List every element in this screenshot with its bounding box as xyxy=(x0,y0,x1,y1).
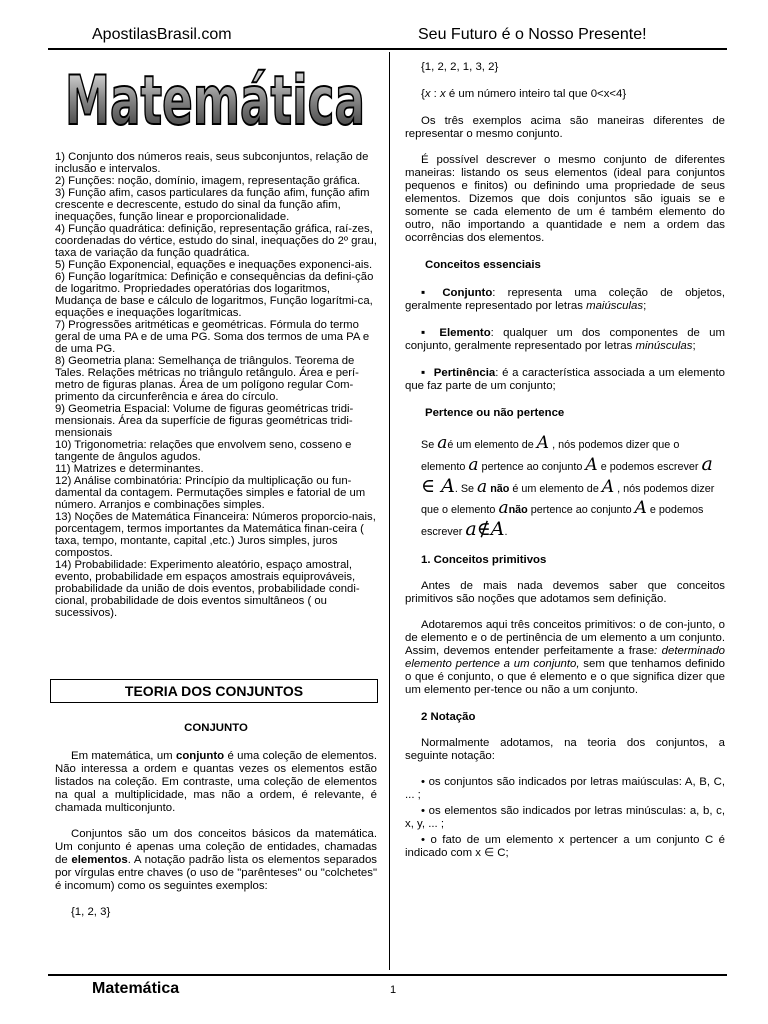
text: : qualquer um dos componentes de um conjunto, geralmente representado por letras xyxy=(405,327,725,352)
symbol-a: a xyxy=(437,433,448,453)
notacao-list xyxy=(405,776,725,860)
pertence-paragraph xyxy=(405,434,725,542)
left-body xyxy=(55,720,377,919)
expression-a-notin-A: a∉A xyxy=(465,518,505,540)
syllabus-item: 2) Funções: noção, domínio, imagem, representação gráfica. xyxy=(55,175,361,187)
notacao-paragraph: Normalmente adotamos, na teoria dos conjuntos, a seguinte notação: xyxy=(405,737,725,762)
conceito-conjunto xyxy=(405,286,725,313)
text: : representa uma coleção de objetos, geralmente representado por letras xyxy=(405,287,725,312)
symbol-A: A xyxy=(634,498,647,518)
text: . Se xyxy=(454,483,478,495)
syllabus-item: 8) Geometria plana: Semelhança de triângulos. Teorema de Tales. Relações métricas no triângulo retângulo. Área e perí-metro de figuras planas. Área de um polígono regular Com-primento da circunferência e área do círculo. xyxy=(55,355,359,403)
bullet-icon: • xyxy=(421,805,429,817)
syllabus-item: 1) Conjunto dos números reais, seus subconjuntos, relação de inclusão e intervalos. xyxy=(55,151,369,175)
text: é um elemento de xyxy=(447,439,537,451)
notacao-item xyxy=(405,776,725,802)
text-italic: minúsculas xyxy=(635,340,693,352)
text: , nós podemos dizer que o elemento xyxy=(421,439,680,473)
bullet-icon: • xyxy=(421,834,431,846)
paragraph-tres-exemplos: Os três exemplos acima são maneiras diferentes de representar o mesmo conjunto. xyxy=(405,115,725,140)
text-italic: maiúsculas xyxy=(586,300,644,312)
text-bold: conjunto xyxy=(176,750,225,762)
footer-rule xyxy=(48,974,727,976)
text: é um número inteiro tal que 0<x<4} xyxy=(445,88,627,100)
syllabus-item: 6) Função logarítmica: Definição e consequências da defini-ção de logaritmo. Propriedades operatórias dos logaritmos, Mudança de base e cálculo de logaritmos, Função logarítmi-ca, equações e inequações logarítmicas. xyxy=(55,271,374,319)
subsection-title: CONJUNTO xyxy=(184,722,248,734)
syllabus-item: 10) Trigonometria: relações que envolvem seno, cosseno e tangente de ângulos agudos. xyxy=(55,439,352,463)
text: e podemos escrever xyxy=(597,461,699,473)
bullet-icon: • xyxy=(421,776,429,788)
text: Em matemática, um xyxy=(71,750,176,762)
symbol-a: a xyxy=(498,498,509,518)
text: pertence ao conjunto xyxy=(527,504,635,516)
paragraph-conjunto xyxy=(55,750,377,815)
syllabus-list xyxy=(55,151,377,619)
symbol-A: A xyxy=(585,455,598,475)
conceito-elemento xyxy=(405,326,725,353)
text: ; xyxy=(643,300,647,312)
text-bold: Elemento xyxy=(439,327,491,339)
header-site-name: ApostilasBrasil.com xyxy=(92,26,232,43)
header-slogan: Seu Futuro é o Nosso Presente! xyxy=(418,26,647,43)
matematica-logo xyxy=(62,60,368,136)
text-italic: : determinado elemento pertence a um conjunto, xyxy=(405,645,725,670)
syllabus-item: 11) Matrizes e determinantes. xyxy=(55,463,204,475)
syllabus-item: 12) Análise combinatória: Princípio da multiplicação ou fun-damental da contagem. Permutações simples e fatorial de um número. Arranjos e combinações simples. xyxy=(55,475,366,511)
symbol-a: a xyxy=(477,477,488,497)
text-italic: x xyxy=(424,88,431,100)
text: ; xyxy=(692,340,696,352)
text: sem que tenhamos definido o que é conjunto, o que é elemento e o que significa dizer que um elemento per-tence ou não a um conjunto. xyxy=(405,658,725,696)
primitivos-title: 1. Conceitos primitivos xyxy=(421,554,547,566)
paragraph-descrever: É possível descrever o mesmo conjunto de diferentes maneiras: listando os seus elementos (ideal para conjuntos pequenos e finitos) ou definindo uma propriedade de seus elementos. Dizemos que dois conjuntos são iguais se e somente se cada elemento de um é também elemento do outro, não importando a quantidade e nem a ordem das ocorrências dos elementos. xyxy=(405,154,725,244)
example-set-1: {1, 2, 3} xyxy=(71,906,111,918)
primitivos-paragraph-1: Antes de mais nada devemos saber que conceitos primitivos são noções que adotamos sem definição. xyxy=(405,580,725,605)
text: , nós podemos dizer que o elemento xyxy=(421,483,715,516)
column-divider xyxy=(389,52,390,970)
notacao-item xyxy=(405,805,725,831)
text: . xyxy=(504,526,508,538)
header-rule xyxy=(48,48,727,50)
text: Conjuntos são um dos conceitos básicos da matemática. Um conjunto é apenas uma coleção de entidades, chamadas de xyxy=(55,828,377,866)
svg-text:Matemática: Matemática xyxy=(65,62,365,136)
text-italic: x xyxy=(440,88,446,100)
text: Adotaremos aqui três conceitos primitivos: o de con-junto, o de elemento e o de pertinência de um elemento a um conjunto. Assim, devemos entender perfeitamente a frase xyxy=(405,619,725,657)
text: pertence ao conjunto xyxy=(478,461,586,473)
symbol-A: A xyxy=(601,477,615,497)
text-bold: Conjunto xyxy=(442,287,493,299)
right-body xyxy=(405,61,725,860)
conceito-pertinencia xyxy=(405,366,725,393)
text: : é a característica associada a um elemento que faz parte de um conjunto; xyxy=(405,367,725,392)
syllabus-item: 7) Progressões aritméticas e geométricas. Fórmula do termo geral de uma PA e de uma PG. Soma dos termos de uma PA e de uma PG. xyxy=(55,319,370,355)
syllabus-item: 5) Função Exponencial, equações e inequações exponenci-ais. xyxy=(55,259,373,271)
syllabus-item: 4) Função quadrática: definição, representação gráfica, raí-zes, coordenadas do vértice, estudo do sinal, inequações do 2º grau, taxa de variação da função quadrática. xyxy=(55,223,377,259)
text: Se xyxy=(421,439,438,451)
section-title: TEORIA DOS CONJUNTOS xyxy=(50,679,378,703)
text: . A notação padrão lista os elementos separados por vírgulas entre chaves (o uso de "parênteses" ou "colchetes" é incomum) como os seguintes exemplos: xyxy=(55,854,377,892)
text-bold: não xyxy=(490,483,510,495)
syllabus-item: 3) Função afim, casos particulares da função afim, função afim crescente e decrescente, estudo do sinal da função afim, inequações, função linear e proporcionalidade. xyxy=(55,187,370,223)
conceitos-title: Conceitos essenciais xyxy=(425,259,541,271)
text: o fato de um elemento x pertencer a um conjunto C é indicado com x ∈ C; xyxy=(405,834,725,859)
text-bold: elementos xyxy=(71,854,128,866)
text: os elementos são indicados por letras minúsculas: a, b, c, x, y, ... ; xyxy=(405,805,726,830)
text: e podemos escrever xyxy=(421,504,704,538)
syllabus-item: 13) Noções de Matemática Financeira: Números proporcio-nais, porcentagem, termos importantes da Matemática finan-ceira ( taxa, tempo, montante, capital ,etc.) Juros simples, juros compostos. xyxy=(55,511,376,559)
symbol-A: A xyxy=(536,433,550,453)
text: é uma coleção de elementos. Não interessa a ordem e quantas vezes os elementos estão listados na coleção. Em contraste, uma coleção de elementos na qual a multiplicidade, mas não a ordem, é relevante, é chamada multiconjunto. xyxy=(55,750,377,814)
text: : xyxy=(430,88,441,100)
example-set-3 xyxy=(405,88,725,101)
text-bold: não xyxy=(508,504,528,516)
text: { xyxy=(421,88,425,100)
footer-subject: Matemática xyxy=(92,980,180,997)
text-bold: Pertinência xyxy=(433,367,496,379)
text: os conjuntos são indicados por letras maiúsculas: A, B, C, ... ; xyxy=(405,776,725,801)
syllabus-item: 9) Geometria Espacial: Volume de figuras geométricas tridi-mensionais. Área da superfície de figuras geométricas tridi-mensionais xyxy=(55,403,354,439)
paragraph-conceitos-basicos xyxy=(55,828,377,893)
pertence-title: Pertence ou não pertence xyxy=(425,407,565,419)
example-set-2: {1, 2, 2, 1, 3, 2} xyxy=(421,61,499,73)
page-number: 1 xyxy=(390,984,397,996)
symbol-a: a xyxy=(468,455,479,475)
notacao-item xyxy=(405,834,725,860)
primitivos-paragraph-2 xyxy=(405,619,725,697)
text: é um elemento de xyxy=(509,483,602,495)
notacao-title: 2 Notação xyxy=(421,711,476,723)
expression-a-in-A: a ∈ A xyxy=(421,453,713,497)
syllabus-item: 14) Probabilidade: Experimento aleatório, espaço amostral, evento, probabilidade em espaços amostrais equiprováveis, probabilidade da união de dois eventos, probabilidade condi-cional, probabilidade de dois eventos simultâneos ( ou sucessivos). xyxy=(55,559,360,619)
